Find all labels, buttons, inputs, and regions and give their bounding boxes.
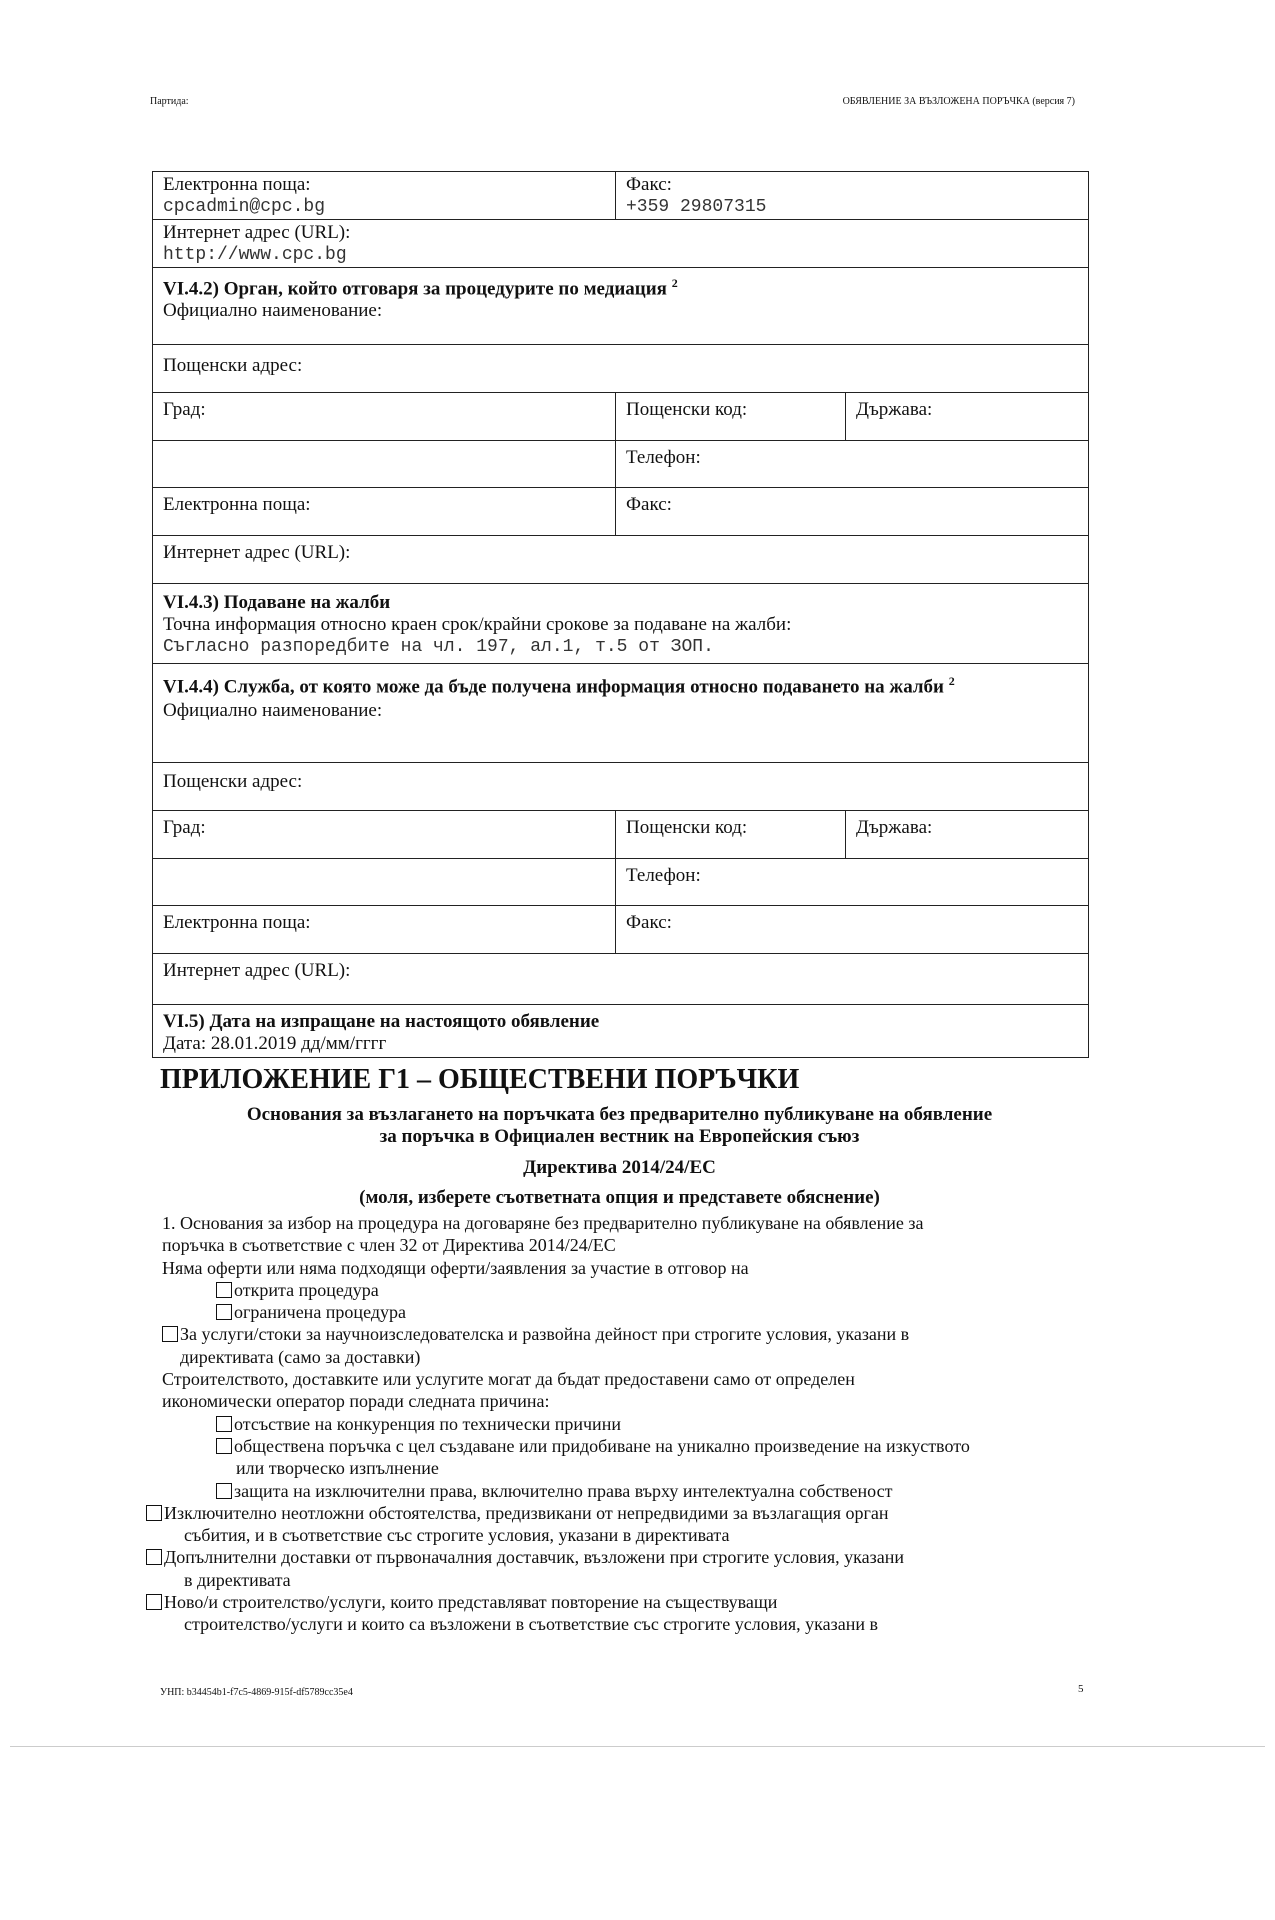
- top-fax-label: Факс:: [626, 174, 672, 195]
- research-label-b: директивата (само за доставки): [180, 1346, 421, 1367]
- urgent-label-b: събития, и в съответствие със строгите условия, указани в директивата: [184, 1525, 730, 1546]
- construction-line-b: икономически оператор поради следната причина:: [162, 1391, 550, 1412]
- option-additional[interactable]: [162, 1546, 1082, 1568]
- artwork-label-b: или творческо изпълнение: [236, 1458, 439, 1479]
- contact-form: [152, 171, 1089, 1058]
- page-number: 5: [1078, 1683, 1084, 1695]
- urgent-checkbox[interactable]: [146, 1505, 162, 1521]
- vi44-url: Интернет адрес (URL):: [163, 960, 351, 981]
- no-competition-checkbox[interactable]: [216, 1416, 232, 1432]
- item1-line-a: 1. Основания за избор на процедура на договаряне без предварително публикуване на обявление за: [162, 1213, 924, 1233]
- vi44-email-row: [153, 906, 1088, 954]
- vi44-heading-row: [153, 664, 1088, 763]
- vi42-heading-text: VI.4.2) Орган, който отговаря за процедурите по медиация: [163, 278, 667, 300]
- top-url-row: [153, 220, 1088, 268]
- artwork-label-a: обществена поръчка с цел създаване или придобиване на уникално произведение на изкуството: [234, 1435, 970, 1456]
- vi5-heading: VI.5) Дата на изпращане на настоящото обявление: [163, 1011, 600, 1032]
- annex-title: ПРИЛОЖЕНИЕ Г1 – ОБЩЕСТВЕНИ ПОРЪЧКИ: [160, 1064, 800, 1095]
- vi43-cell: [153, 584, 1088, 663]
- vi42-email: Електронна поща:: [163, 494, 311, 515]
- repeat-label-a: Ново/и строителство/услуги, които представляват повторение на съществуващи: [164, 1592, 778, 1613]
- vi42-url-row: [153, 536, 1088, 584]
- repeat-label-b: строителство/услуги и които са възложени в съответствие със строгите условия, указани в: [184, 1614, 878, 1635]
- option-repeat[interactable]: [162, 1591, 1082, 1613]
- vi44-heading-text: VI.4.4) Служба, от която може да бъде получена информация относно подаването на жалби: [163, 676, 944, 698]
- vi42-phone: Телефон:: [615, 441, 1088, 487]
- vi44-heading-cell: [153, 664, 1088, 762]
- scan-edge-divider: [10, 1746, 1265, 1747]
- top-fax-value: +359 29807315: [626, 197, 767, 217]
- annex-directive: Директива 2014/24/ЕС: [523, 1157, 716, 1178]
- top-email-value: cpcadmin@cpc.bg: [163, 197, 326, 217]
- exclusive-rights-label: защита на изключителни права, включително права върху интелектуална собственост: [234, 1480, 893, 1501]
- vi42-heading: [163, 272, 1078, 300]
- vi44-email: Електронна поща:: [163, 912, 311, 933]
- urgent-label-a: Изключително неотложни обстоятелства, предизвикани от непредвидими за възлагащия орган: [164, 1502, 889, 1523]
- vi42-postal-row: [153, 345, 1088, 393]
- vi42-country: Държава:: [845, 393, 1088, 440]
- vi42-url: Интернет адрес (URL):: [163, 542, 351, 563]
- vi42-phone-row: [153, 441, 1088, 488]
- vi44-url-row: [153, 954, 1088, 1005]
- repeat-checkbox[interactable]: [146, 1594, 162, 1610]
- option-no-competition[interactable]: [162, 1413, 1082, 1435]
- vi44-phone-row: [153, 859, 1088, 906]
- top-fax-cell: [615, 172, 1088, 219]
- annex-body: [162, 1212, 1082, 1636]
- top-url-cell: [153, 220, 1088, 267]
- vi43-value: Съгласно разпоредбите на чл. 197, ал.1, т.5 от ЗОП.: [163, 637, 714, 657]
- additional-checkbox[interactable]: [146, 1549, 162, 1565]
- restricted-procedure-checkbox[interactable]: [216, 1304, 232, 1320]
- option-exclusive-rights[interactable]: [162, 1480, 1082, 1502]
- vi44-footnote: 2: [948, 674, 955, 688]
- additional-label-b: в директивата: [184, 1569, 291, 1590]
- no-competition-label: отсъствие на конкуренция по технически причини: [234, 1413, 621, 1434]
- top-email-fax-row: [153, 172, 1088, 220]
- annex-subtitle-1: Основания за възлагането на поръчката без предварително публикуване на обявление: [246, 1104, 993, 1125]
- header-right: ОБЯВЛЕНИЕ ЗА ВЪЗЛОЖЕНА ПОРЪЧКА (версия 7): [842, 96, 1075, 107]
- annex-instruction: (моля, изберете съответната опция и представете обяснение): [359, 1187, 880, 1208]
- top-url-value: http://www.cpc.bg: [163, 245, 347, 265]
- vi5-date: Дата: 28.01.2019 дд/мм/гггг: [163, 1033, 387, 1054]
- artwork-checkbox[interactable]: [216, 1438, 232, 1454]
- top-url-label: Интернет адрес (URL):: [163, 222, 351, 243]
- vi44-country: Държава:: [845, 811, 1088, 858]
- research-checkbox[interactable]: [162, 1326, 178, 1342]
- vi5-row: [153, 1005, 1088, 1057]
- vi42-heading-row: [153, 268, 1088, 345]
- vi42-postal-code: Пощенски код:: [615, 393, 845, 440]
- construction-line-a: Строителството, доставките или услугите могат да бъдат предоставени само от определен: [162, 1369, 855, 1390]
- open-procedure-checkbox[interactable]: [216, 1282, 232, 1298]
- exclusive-rights-checkbox[interactable]: [216, 1483, 232, 1499]
- top-email-label: Електронна поща:: [163, 174, 311, 195]
- vi42-city-row: [153, 393, 1088, 441]
- vi42-city: Град:: [163, 399, 206, 420]
- vi42-postal-address: Пощенски адрес:: [163, 355, 303, 376]
- vi44-fax: Факс:: [615, 906, 1088, 953]
- restricted-procedure-label: ограничена процедура: [234, 1302, 406, 1323]
- research-label-a: За услуги/стоки за научноизследователска и развойна дейност при строгите условия, указани в: [180, 1324, 910, 1345]
- vi44-heading: [163, 670, 1078, 698]
- vi5-cell: [153, 1005, 1088, 1057]
- top-email-cell: [153, 172, 615, 219]
- no-offers-text: Няма оферти или няма подходящи оферти/заявления за участие в отговор на: [162, 1257, 749, 1278]
- vi42-heading-cell: [153, 268, 1088, 344]
- vi43-line: Точна информация относно краен срок/крайни срокове за подаване на жалби:: [163, 614, 792, 635]
- vi44-phone: Телефон:: [615, 859, 1088, 905]
- footer-id: УНП: b34454b1-f7c5-4869-915f-df5789cc35e4: [160, 1687, 353, 1698]
- vi42-fax: Факс:: [615, 488, 1088, 535]
- option-research[interactable]: [162, 1323, 1082, 1345]
- header-left: Партида:: [150, 96, 189, 107]
- option-open-procedure[interactable]: [162, 1279, 1082, 1301]
- vi42-phone-blank: [153, 441, 615, 487]
- vi44-city: Град:: [163, 817, 206, 838]
- vi44-official-name: Официално наименование:: [163, 700, 383, 722]
- vi43-heading: VI.4.3) Подаване на жалби: [163, 592, 391, 613]
- option-restricted-procedure[interactable]: [162, 1301, 1082, 1323]
- option-urgent[interactable]: [162, 1502, 1082, 1524]
- vi44-phone-blank: [153, 859, 615, 905]
- vi44-postal-address: Пощенски адрес:: [163, 771, 303, 792]
- annex-subtitle-2: за поръчка в Официален вестник на Европейския съюз: [379, 1126, 860, 1147]
- vi43-row: [153, 584, 1088, 664]
- vi42-email-row: [153, 488, 1088, 536]
- vi44-postal-row: [153, 763, 1088, 811]
- item1-line-b: поръчка в съответствие с член 32 от Директива 2014/24/ЕС: [162, 1235, 616, 1256]
- vi44-postal-code: Пощенски код:: [615, 811, 845, 858]
- open-procedure-label: открита процедура: [234, 1279, 379, 1300]
- additional-label-a: Допълнителни доставки от първоначалния доставчик, възложени при строгите условия, указани: [164, 1547, 904, 1568]
- vi42-footnote: 2: [671, 276, 678, 290]
- vi44-city-row: [153, 811, 1088, 859]
- option-artwork[interactable]: [162, 1435, 1082, 1457]
- vi42-official-name: Официално наименование:: [163, 300, 383, 322]
